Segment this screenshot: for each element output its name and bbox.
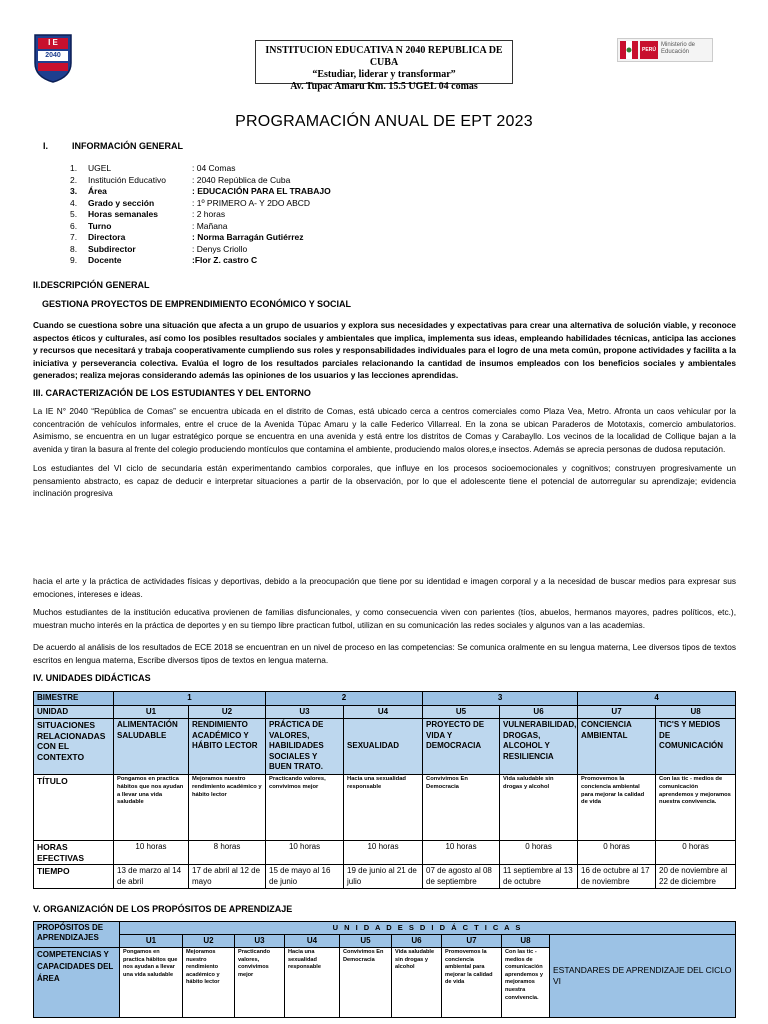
estandares-label: ESTANDARES DE APRENDIZAJE DEL CICLO VI bbox=[550, 935, 736, 1018]
titulo-cell: Practicando valores, convivimos mejor bbox=[266, 775, 344, 841]
situacion-cell: CONCIENCIA AMBIENTAL bbox=[578, 719, 656, 775]
titulo-cell: Con las tic - medios de comunicación aprendemos y mejoramos nuestra convivencia. bbox=[502, 948, 550, 1018]
peru-shield-icon bbox=[620, 41, 638, 59]
unit-cell: U3 bbox=[266, 705, 344, 719]
info-key: Turno bbox=[88, 220, 112, 231]
horas-cell: 8 horas bbox=[189, 841, 266, 865]
info-value: : Mañana bbox=[192, 220, 228, 231]
info-key: Área bbox=[88, 186, 107, 196]
situacion-cell: PROYECTO DE VIDA Y DEMOCRACIA bbox=[423, 719, 500, 775]
info-key: Grado y sección bbox=[88, 197, 155, 208]
unit-cell: U2 bbox=[189, 705, 266, 719]
unidades-table bbox=[33, 691, 736, 889]
info-key: UGEL bbox=[88, 163, 112, 173]
situacion-cell: PRÁCTICA DE VALORES, HABILIDADES SOCIALES Y BUEN TRATO. bbox=[266, 719, 344, 775]
info-row-docente: 9. Docente :Flor Z. castro C bbox=[70, 255, 258, 265]
propositos-header-row bbox=[34, 922, 736, 935]
titulo-label: TÍTULO bbox=[34, 775, 114, 841]
info-key: Horas semanales bbox=[88, 209, 158, 219]
titulo-cell: Mejoramos nuestro rendimiento académico y hábito lector bbox=[189, 775, 266, 841]
competencias-label: COMPETENCIAS Y CAPACIDADES DEL ÁREA bbox=[34, 948, 120, 1018]
section3-paragraph-2: Los estudiantes del VI ciclo de secundaria están experimentando cambios corporales, que influye en los procesos socioemocionales y cognitivos; construyen progresivamente un pensamiento abstracto, es capaz de deducir e interpretar situaciones a partir de la observación, por lo que el adolescente tiene el potencial de autorregular su aprendizaje; evidencia inclinación progresiva bbox=[33, 463, 736, 498]
info-row-horas: 5. Horas semanales : 2 horas bbox=[70, 209, 226, 219]
section1-heading: INFORMACIÓN GENERAL bbox=[72, 141, 183, 151]
propositos-table bbox=[33, 921, 736, 1018]
info-value: : EDUCACIÓN PARA EL TRABAJO bbox=[192, 186, 331, 196]
crest-letters: I E bbox=[48, 38, 58, 47]
situacion-cell: ALIMENTACIÓN SALUDABLE bbox=[114, 719, 189, 775]
tiempo-cell: 11 septiembre al 13 de octubre bbox=[500, 865, 578, 889]
horas-label: HORAS EFECTIVAS bbox=[34, 841, 114, 865]
school-crest-logo bbox=[33, 33, 73, 83]
section3-paragraph-5: De acuerdo al análisis de los resultados de ECE 2018 se encuentran en un nivel de proceso en las competencias: Se comunica oralmente en su lengua materna, Lee diversos tipos de textos escritos en lengua materna, Escribe diversos tipos de textos en lengua materna. bbox=[33, 642, 736, 665]
info-value: :Flor Z. castro C bbox=[192, 255, 258, 265]
unit-cell: U4 bbox=[285, 935, 340, 948]
school-header-box bbox=[255, 40, 513, 92]
peru-label: PERÚ bbox=[640, 41, 658, 59]
titulo-cell: Pongamos en practica hábitos que nos ayudan a llevar una vida saludable bbox=[120, 948, 183, 1018]
unit-cell: U7 bbox=[578, 705, 656, 719]
horas-cell: 0 horas bbox=[578, 841, 656, 865]
bimestre-cell: 3 bbox=[423, 692, 578, 706]
info-row-ugel: 1. UGEL : 04 Comas bbox=[70, 163, 236, 173]
bimestre-label: BIMESTRE bbox=[34, 692, 114, 706]
school-motto: “Estudiar, liderar y transformar” bbox=[312, 69, 456, 80]
horas-cell: 10 horas bbox=[344, 841, 423, 865]
info-row-turno: 6. Turno : Mañana bbox=[70, 220, 228, 231]
tiempo-cell: 16 de octubre al 17 de noviembre bbox=[578, 865, 656, 889]
ministry-logo bbox=[617, 38, 713, 62]
titulo-cell: Con las tic - medios de comunicación aprendemos y mejoramos nuestra convivencia. bbox=[656, 775, 736, 841]
titulo-cell: Vida saludable sin drogas y alcohol bbox=[392, 948, 442, 1018]
page-title: PROGRAMACIÓN ANUAL DE EPT 2023 bbox=[235, 113, 533, 130]
section3-paragraph-3: hacia el arte y la práctica de actividades físicas y deportivas, debido a la preocupación que tiene por su identidad e imagen corporal y a la necesidad de buscar medios para expresar sus emociones, intereses e ideas. bbox=[33, 576, 736, 599]
school-address: Av. Tupac Amaru Km. 15.5 UGEL 04 comas bbox=[290, 81, 478, 92]
bimestre-cell: 1 bbox=[114, 692, 266, 706]
unit-cell: U5 bbox=[423, 705, 500, 719]
tiempo-cell: 19 de junio al 21 de julio bbox=[344, 865, 423, 889]
tiempo-cell: 20 de noviembre al 22 de diciembre bbox=[656, 865, 736, 889]
info-row-directora: 7. Directora : Norma Barragán Gutiérrez bbox=[70, 232, 304, 242]
info-key: Institución Educativo bbox=[88, 174, 166, 185]
section4-heading: IV. UNIDADES DIDÁCTICAS bbox=[33, 673, 151, 683]
unit-cell: U8 bbox=[656, 705, 736, 719]
section2-heading: II.DESCRIPCIÓN GENERAL bbox=[33, 280, 150, 290]
tiempo-cell: 17 de abril al 12 de mayo bbox=[189, 865, 266, 889]
info-key: Subdirector bbox=[88, 243, 136, 254]
info-value: : 2040 República de Cuba bbox=[192, 174, 291, 185]
titulo-cell: Promovemos la conciencia ambiental para mejorar la calidad de vida bbox=[578, 775, 656, 841]
info-key: Docente bbox=[88, 255, 122, 265]
section3-paragraph-4: Muchos estudiantes de la institución educativa provienen de familias disfuncionales, y como consecuencia viven con parientes (tíos, abuelos, hermanos mayores, padres políticos, etc.), muestran mucho interés en la práctica de deportes y en su tiempo libre practican futbol, utilizan en su comunicación las redes sociales y algunos van a las academias. bbox=[33, 607, 736, 630]
info-row-institucion: 2. Institución Educativo : 2040 República de Cuba bbox=[70, 174, 291, 185]
section2-subheading: GESTIONA PROYECTOS DE EMPRENDIMIENTO ECONÓMICO Y SOCIAL bbox=[42, 299, 352, 309]
tiempo-cell: 13 de marzo al 14 de abril bbox=[114, 865, 189, 889]
situacion-cell: TIC'S Y MEDIOS DE COMUNICACIÓN bbox=[656, 719, 736, 775]
horas-cell: 0 horas bbox=[656, 841, 736, 865]
unit-cell: U5 bbox=[340, 935, 392, 948]
unit-cell: U3 bbox=[235, 935, 285, 948]
titulo-cell: Vida saludable sin drogas y alcohol bbox=[500, 775, 578, 841]
unit-cell: U7 bbox=[442, 935, 502, 948]
horas-cell: 0 horas bbox=[500, 841, 578, 865]
bimestre-cell: 2 bbox=[266, 692, 423, 706]
unit-cell: U6 bbox=[392, 935, 442, 948]
units-row bbox=[34, 935, 736, 948]
general-info-list bbox=[70, 163, 331, 267]
info-key: Directora bbox=[88, 232, 126, 242]
titulo-cell: Hacia una sexualidad responsable bbox=[344, 775, 423, 841]
titulo-cell: Mejoramos nuestro rendimiento académico y hábito lector bbox=[183, 948, 235, 1018]
unit-cell: U2 bbox=[183, 935, 235, 948]
unit-cell: U8 bbox=[502, 935, 550, 948]
horas-row bbox=[34, 841, 736, 865]
section3-heading: III. CARACTERIZACIÓN DE LOS ESTUDIANTES Y DEL ENTORNO bbox=[33, 388, 311, 398]
info-row-subdirector: 8. Subdirector : Denys Criollo bbox=[70, 243, 248, 254]
bimestre-cell: 4 bbox=[578, 692, 736, 706]
info-row-area: 3. Área : EDUCACIÓN PARA EL TRABAJO bbox=[70, 186, 331, 196]
info-value: : Norma Barragán Gutiérrez bbox=[192, 232, 304, 242]
section2-paragraph: Cuando se cuestiona sobre una situación que afecta a un grupo de usuarios y explora sus necesidades y expectativas para crear una alternativa de solución viable, y reconoce aspectos éticos y culturales, así como los posibles resultados sociales y ambientales que implica, implementa sus ideas, empleando habilidades técnicas, anticipa las acciones y recursos que necesitará y trabaja cooperativamente cumpliendo sus roles y responsabilidades individuales para el logro de una meta común, propone actividades y facilita a la iniciativa y perseverancia colectiva. Evalúa el logro de los resultados parciales relacionando la cantidad de insumos empleados con los beneficios sociales y ambientales generados; realiza mejoras considerando además las opiniones de los usuarios y las lecciones aprendidas. bbox=[33, 320, 736, 380]
info-value: : Denys Criollo bbox=[192, 243, 248, 254]
tiempo-label: TIEMPO bbox=[34, 865, 114, 889]
unit-cell: U4 bbox=[344, 705, 423, 719]
section5-heading: V. ORGANIZACIÓN DE LOS PROPÓSITOS DE APRENDIZAJE bbox=[33, 904, 293, 914]
unit-cell: U1 bbox=[114, 705, 189, 719]
unit-cell: U1 bbox=[120, 935, 183, 948]
tiempo-cell: 07 de agosto al 08 de septiembre bbox=[423, 865, 500, 889]
info-value: : 1º PRIMERO A- Y 2DO ABCD bbox=[192, 197, 311, 208]
situacion-cell: SEXUALIDAD bbox=[344, 719, 423, 775]
info-value: : 2 horas bbox=[192, 209, 226, 219]
unidad-row bbox=[34, 705, 736, 719]
crest-number: 2040 bbox=[45, 52, 61, 59]
horas-cell: 10 horas bbox=[114, 841, 189, 865]
horas-cell: 10 horas bbox=[423, 841, 500, 865]
school-name: INSTITUCION EDUCATIVA N 2040 REPUBLICA DE CUBA bbox=[265, 45, 503, 68]
info-row-grado: 4. Grado y sección : 1º PRIMERO A- Y 2DO ABCD bbox=[70, 197, 311, 208]
bimestre-row bbox=[34, 692, 736, 706]
horas-cell: 10 horas bbox=[266, 841, 344, 865]
situaciones-label: SITUACIONES RELACIONADAS CON EL CONTEXTO bbox=[34, 719, 114, 775]
titulo-cell: Pongamos en practica hábitos que nos ayudan a llevar una vida saludable bbox=[114, 775, 189, 841]
section1-number: I. bbox=[43, 141, 49, 151]
situacion-cell: RENDIMIENTO ACADÉMICO Y HÁBITO LECTOR bbox=[189, 719, 266, 775]
titulo-cell: Convivimos En Democracia bbox=[423, 775, 500, 841]
section3-paragraph-1: La IE N° 2040 “República de Comas” se encuentra ubicada en el distrito de Comas, está ubicado cerca a centros comerciales como Plaza Vea, Metro. Afronta un caos vehicular por la concentración de vehículos informales, entre el cruce de la Avenida Túpac Amaru y la calle Federico Villarreal. En la zona se ubican Paraderos de Mototaxis, comercio ambulatorios. Asimismo, se encuentra en un lugar estratégico porque se encuentra en una avenida y está entre los distritos de Comas y Carabayllo. Los vecinos de la localidad de Collique bajan a la avenida y tiran la basura al frente del colegio produciendo montículos que contamina el ambiente, produciendo malos olores,e insectos. Además se aprecia personas de dudosa reputación. bbox=[33, 406, 736, 454]
titulo-cell: Convivimos En Democracia bbox=[340, 948, 392, 1018]
unidades-label: U N I D A D E S D I D Á C T I C A S bbox=[120, 922, 736, 935]
titulo-cell: Hacia una sexualidad responsable bbox=[285, 948, 340, 1018]
unidad-label: UNIDAD bbox=[34, 705, 114, 719]
propositos-label: PROPÓSITOS DE APRENDIZAJES bbox=[34, 922, 120, 948]
titulo-cell: Practicando valores, convivimos mejor bbox=[235, 948, 285, 1018]
situacion-cell: VULNERABILIDAD, DROGAS, ALCOHOL Y RESILIENCIA bbox=[500, 719, 578, 775]
titulo-row bbox=[34, 775, 736, 841]
ministry-label: Ministerio de Educación bbox=[661, 42, 696, 55]
tiempo-cell: 15 de mayo al 16 de junio bbox=[266, 865, 344, 889]
info-value: : 04 Comas bbox=[192, 163, 236, 173]
titulo-cell: Promovemos la conciencia ambiental para mejorar la calidad de vida bbox=[442, 948, 502, 1018]
unit-cell: U6 bbox=[500, 705, 578, 719]
tiempo-row bbox=[34, 865, 736, 889]
situaciones-row bbox=[34, 719, 736, 775]
